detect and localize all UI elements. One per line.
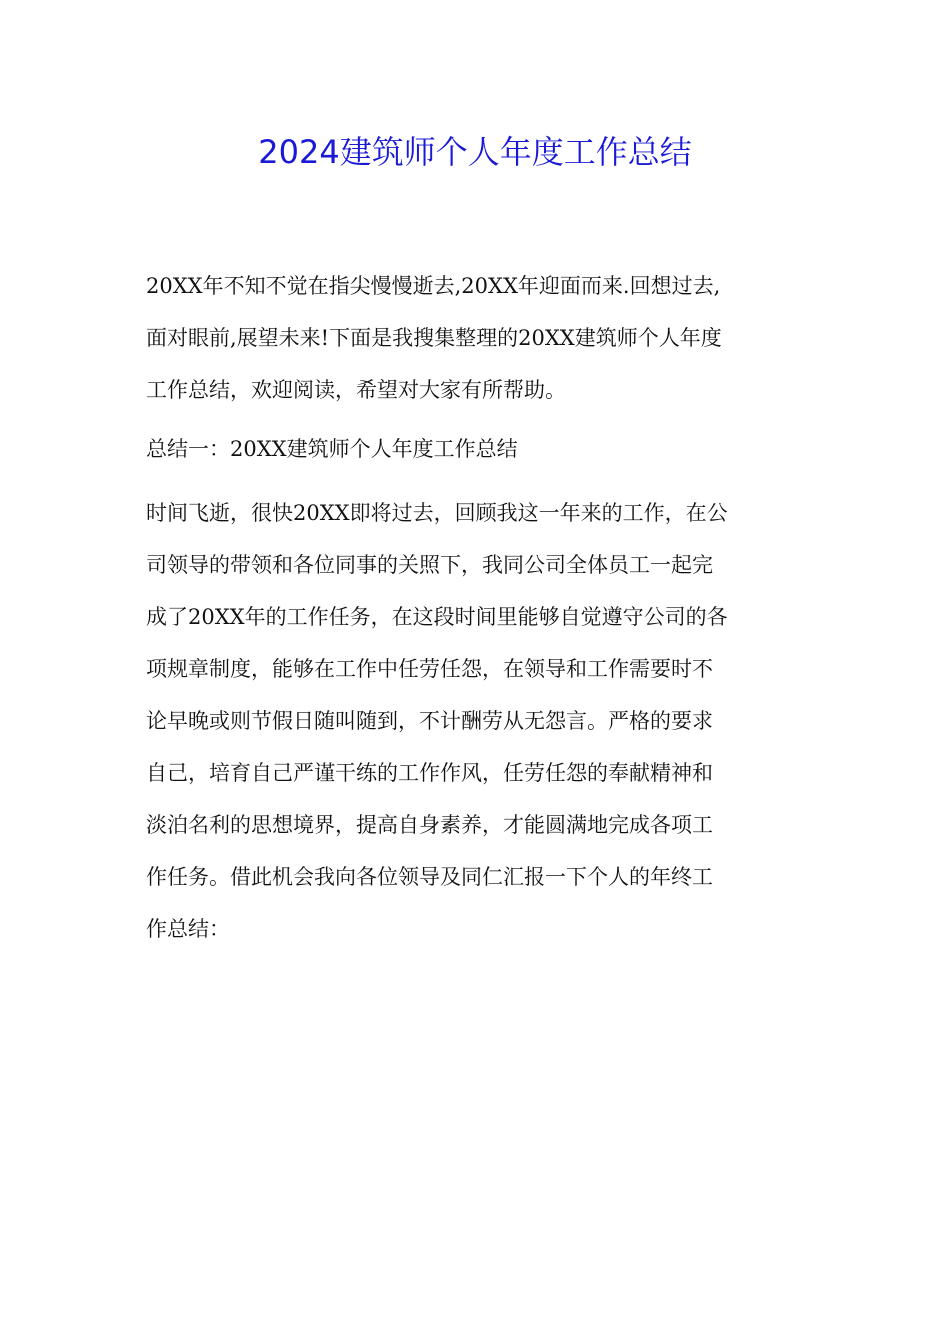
summary-paragraph bbox=[146, 487, 810, 955]
intro-line-1: 20XX年不知不觉在指尖慢慢逝去,20XX年迎面而来.回想过去, bbox=[146, 274, 721, 298]
summary-line-1: 时间飞逝，很快20XX即将过去，回顾我这一年来的工作，在公 bbox=[146, 501, 728, 525]
intro-line-2: 面对眼前,展望未来!下面是我搜集整理的20XX建筑师个人年度 bbox=[146, 326, 722, 350]
summary-line-5: 论早晚或则节假日随叫随到，不计酬劳从无怨言。严格的要求 bbox=[146, 709, 713, 733]
summary-line-4: 项规章制度，能够在工作中任劳任怨，在领导和工作需要时不 bbox=[146, 657, 713, 681]
summary-line-9: 作总结： bbox=[146, 917, 230, 941]
section-heading bbox=[146, 423, 810, 475]
document-body bbox=[146, 260, 810, 962]
summary-line-2: 司领导的带领和各位同事的关照下，我同公司全体员工一起完 bbox=[146, 553, 713, 577]
intro-line-3: 工作总结，欢迎阅读，希望对大家有所帮助。 bbox=[146, 378, 566, 402]
summary-line-7: 淡泊名利的思想境界，提高自身素养，才能圆满地完成各项工 bbox=[146, 813, 713, 837]
document-title: 2024建筑师个人年度工作总结 bbox=[258, 133, 692, 171]
intro-paragraph bbox=[146, 260, 810, 416]
summary-line-3: 成了20XX年的工作任务，在这段时间里能够自觉遵守公司的各 bbox=[146, 605, 728, 629]
summary-line-6: 自己，培育自己严谨干练的工作作风，任劳任怨的奉献精神和 bbox=[146, 761, 713, 785]
summary-line-8: 作任务。借此机会我向各位领导及同仁汇报一下个人的年终工 bbox=[146, 865, 713, 889]
section-heading-text: 总结一：20XX建筑师个人年度工作总结 bbox=[146, 437, 518, 461]
